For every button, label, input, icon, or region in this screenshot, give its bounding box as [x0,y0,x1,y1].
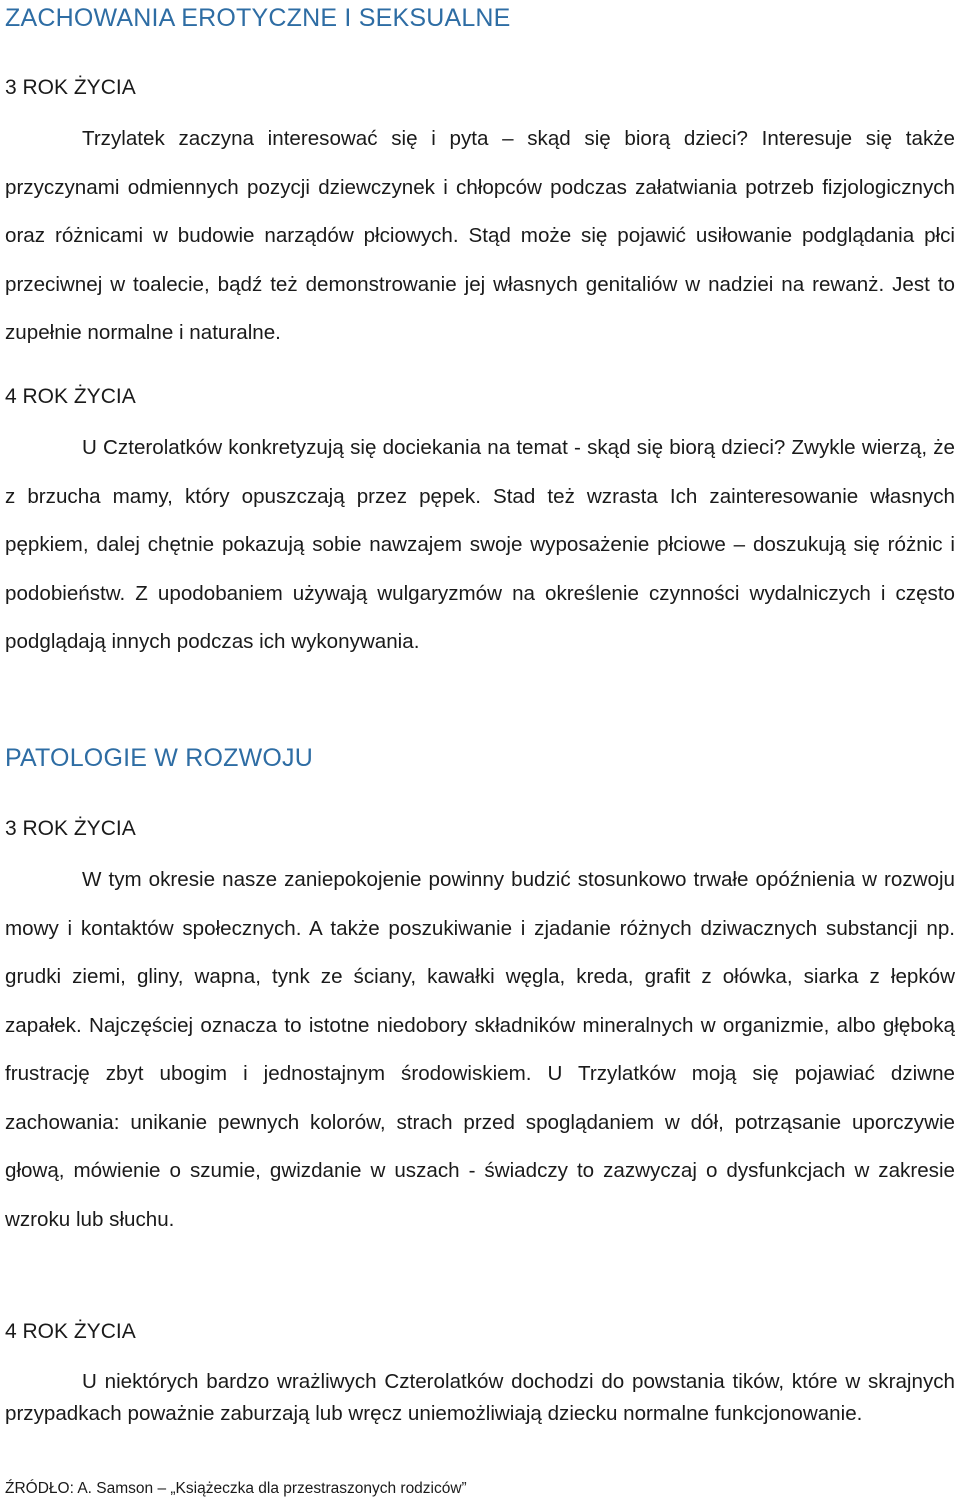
paragraph-4-years-erotic: U Czterolatków konkretyzują się dociekania na temat - skąd się biorą dzieci? Zwykle wierzą, że z brzucha mamy, który opuszczają przez pępek. Stad też wzrasta Ich zainteresowanie własnych pępkiem, dalej chętnie pokazują sobie nawzajem swoje wyposażenie płciowe – doszukują się różnic i podobieństw. Z upodobaniem używają wulgaryzmów na określenie czynności wydalniczych i często podglądają innych podczas ich wykonywania. [5,436,955,653]
paragraph-4-years-pathologies: U niektórych bardzo wrażliwych Czterolatków dochodzi do powstania tików, które w skrajnych przypadkach poważnie zaburzają lub wręcz uniemożliwiają dziecku normalne funkcjonowanie. [5,1370,955,1425]
paragraph-3-years-pathologies: W tym okresie nasze zaniepokojenie powinny budzić stosunkowo trwałe opóźnienia w rozwoju mowy i kontaktów społecznych. A także poszukiwanie i zjadanie różnych dziwacznych substancji np. grudki ziemi, gliny, wapna, tynk ze ściany, kawałki węgla, kreda, grafit z ołówka, siarka z łepków zapałek. Najczęściej oznacza to istotne niedobory składników mineralnych w organizmie, albo głęboką frustrację zbyt ubogim i jednostajnym środowiskiem. U Trzylatków moją się pojawiać dziwne zachowania: unikanie pewnych kolorów, strach przed spoglądaniem w dół, potrząsanie uporczywie głową, mówienie o szumie, gwizdanie w uszach - świadczy to zazwyczaj o dysfunkcjach w zakresie wzroku lub słuchu. [5,868,955,1231]
section-title-pathologies: PATOLOGIE W ROZWOJU [5,744,313,772]
age-label-4: 4 ROK ŻYCIA [5,385,136,408]
paragraph-3-years-erotic: Trzylatek zaczyna interesować się i pyta – skąd się biorą dzieci? Interesuje się także przyczynami odmiennych pozycji dziewczynek i chłopców podczas załatwiania potrzeb fizjologicznych oraz różnicami w budowie narządów płciowych. Stąd może się pojawić usiłowanie podglądania płci przeciwnej w toalecie, bądź też demonstrowanie jej własnych genitaliów w nadziei na rewanż. Jest to zupełnie normalne i naturalne. [5,127,955,344]
section-title-erotic-behaviour: ZACHOWANIA EROTYCZNE I SEKSUALNE [5,4,511,32]
age-label-3: 3 ROK ŻYCIA [5,76,136,99]
source-note: ŹRÓDŁO: A. Samson – „Książeczka dla przestraszonych rodziców” [5,1480,467,1497]
age-label-3: 3 ROK ŻYCIA [5,817,136,840]
age-label-4: 4 ROK ŻYCIA [5,1320,136,1343]
